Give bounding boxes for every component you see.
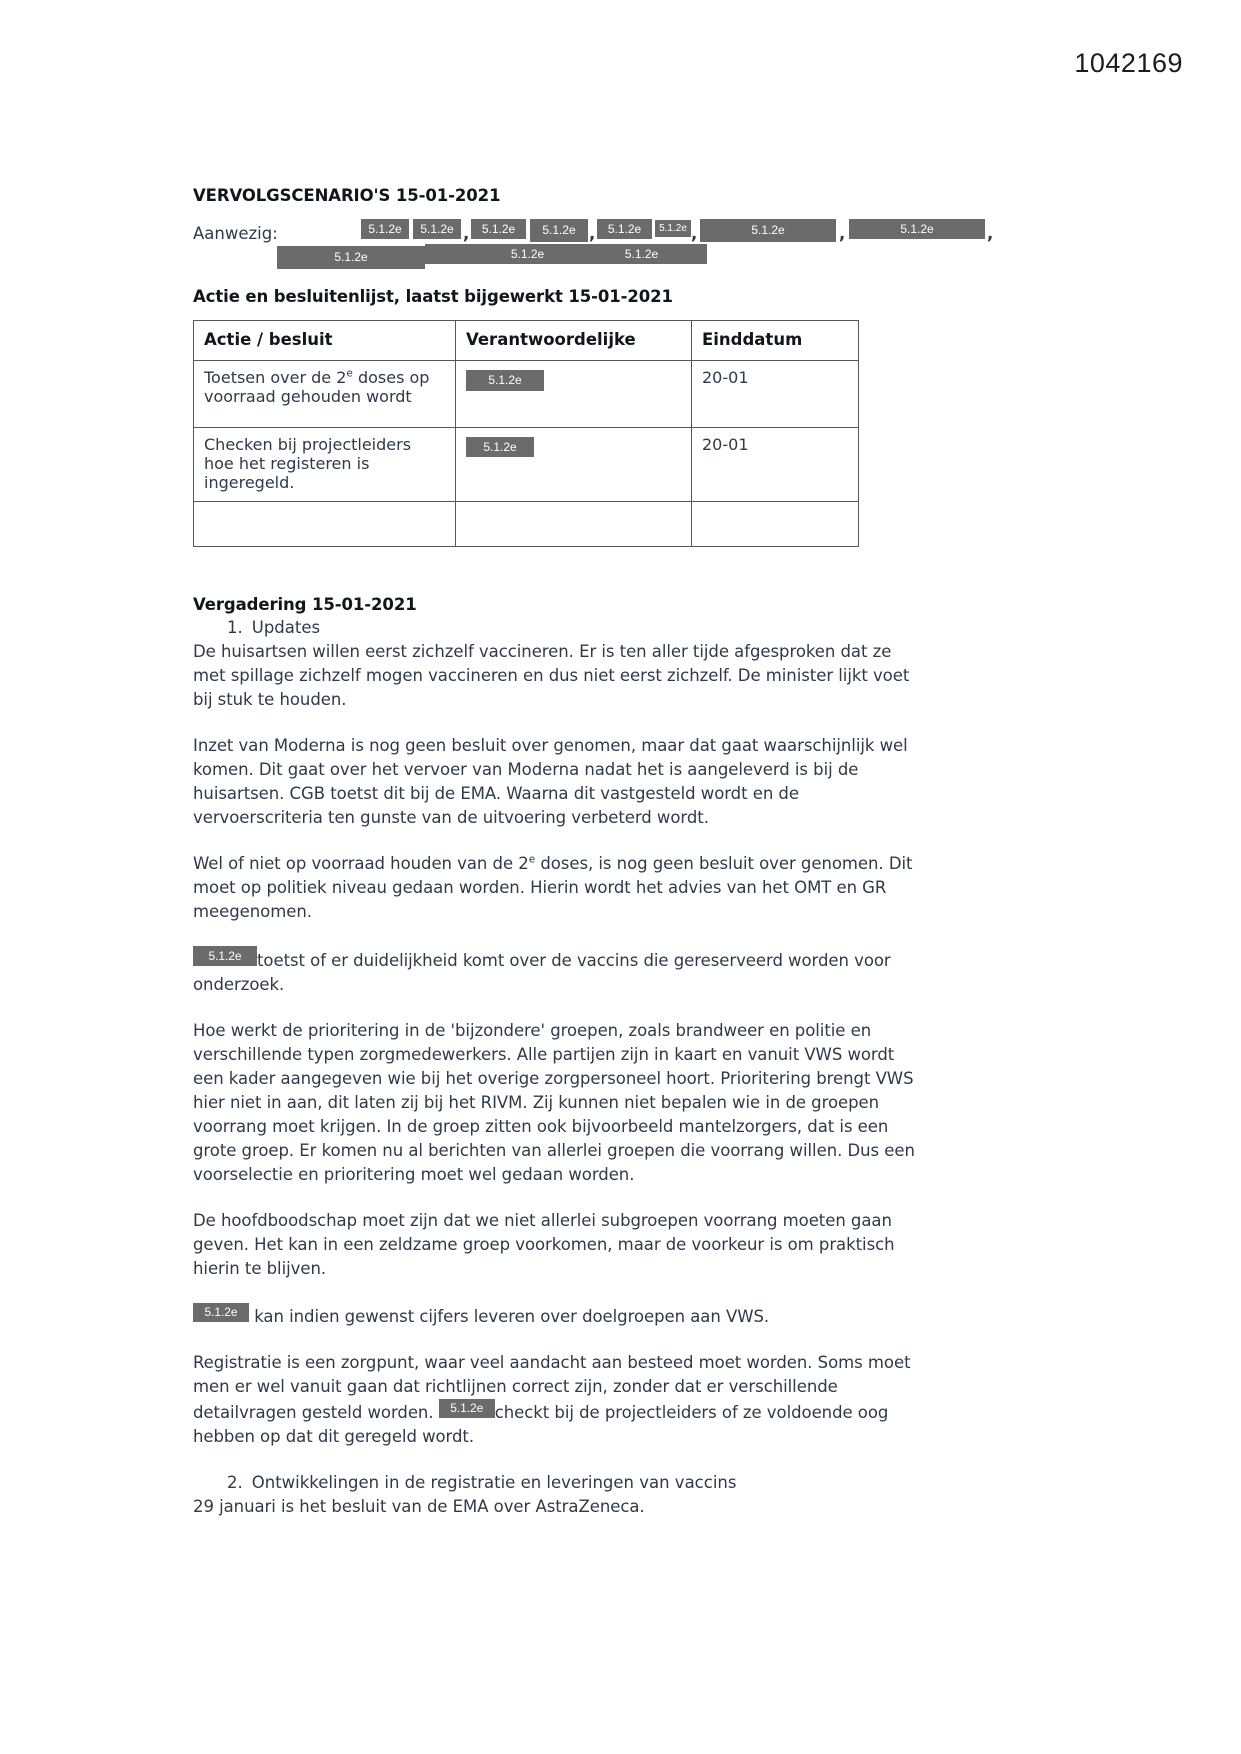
paragraph-7 bbox=[193, 1303, 919, 1329]
attendance-separator: , bbox=[987, 224, 994, 243]
redaction-box: 5.1.2e bbox=[193, 1303, 249, 1322]
agenda-item-2-number: 2. bbox=[227, 1473, 243, 1492]
paragraph-8-part2: checkt bij de projectleiders of ze voldoende oog hebben op dat dit geregeld wordt. bbox=[193, 1403, 889, 1446]
cell-verantwoordelijke bbox=[456, 502, 692, 547]
paragraph-8 bbox=[193, 1351, 919, 1449]
redaction-box: 5.1.2e bbox=[466, 437, 534, 457]
redaction-box: 5.1.2e bbox=[361, 219, 409, 239]
column-header-einddatum: Einddatum bbox=[692, 321, 859, 361]
attendance-line bbox=[193, 219, 994, 275]
paragraph-7-text: kan indien gewenst cijfers leveren over doelgroepen aan VWS. bbox=[254, 1307, 770, 1326]
redaction-box: 5.1.2e bbox=[576, 244, 707, 264]
redaction-box: 5.1.2e bbox=[277, 246, 425, 269]
ordinal-suffix: e bbox=[346, 367, 353, 380]
redaction-box: 5.1.2e bbox=[530, 219, 588, 242]
table-row bbox=[194, 502, 859, 547]
document-number: 1042169 bbox=[1074, 48, 1183, 78]
cell-actie-text-pre: Toetsen over de 2 bbox=[204, 368, 347, 387]
paragraph-2: Inzet van Moderna is nog geen besluit over genomen, maar dat gaat waarschijnlijk wel komen. Dit gaat over het vervoer van Moderna nadat het is aangeleverd is bij de huisartsen. CGB toetst dit bij de EMA. Waarna dit vastgesteld wordt en de vervoerscriteria ten gunste van de uitvoering verbeterd wordt. bbox=[193, 736, 908, 827]
cell-einddatum: 20-01 bbox=[692, 428, 859, 502]
document-content bbox=[193, 186, 994, 1519]
attendance-separator: , bbox=[589, 224, 596, 243]
attendance-label: Aanwezig: bbox=[193, 224, 278, 243]
paragraph-9: 29 januari is het besluit van de EMA over AstraZeneca. bbox=[193, 1497, 645, 1516]
redaction-box: 5.1.2e bbox=[425, 244, 630, 264]
cell-einddatum bbox=[692, 502, 859, 547]
paragraph-6: De hoofdboodschap moet zijn dat we niet allerlei subgroepen voorrang moeten gaan geven. Het kan in een zeldzame groep voorkomen, maar de voorkeur is om praktisch hierin te blijven. bbox=[193, 1211, 895, 1278]
table-row bbox=[194, 361, 859, 428]
redaction-box: 5.1.2e bbox=[655, 220, 691, 237]
actielijst-heading: Actie en besluitenlijst, laatst bijgewerkt 15-01-2021 bbox=[193, 287, 673, 306]
paragraph-8-part1: Registratie is een zorgpunt, waar veel aandacht aan besteed moet worden. Soms moet men er wel vanuit gaan dat richtlijnen correct zijn, zonder dat er verschillende detailvragen gesteld worden. bbox=[193, 1353, 911, 1422]
paragraph-4 bbox=[193, 946, 919, 997]
redaction-box: 5.1.2e bbox=[466, 370, 544, 391]
cell-actie-text-pre: Checken bij projectleiders hoe het registeren is ingeregeld. bbox=[204, 435, 412, 492]
paragraph-1: De huisartsen willen eerst zichzelf vaccineren. Er is ten aller tijde afgesproken dat ze met spillage zichzelf mogen vaccineren en dus niet eerst zichzelf. De minister lijkt voet bij stuk te houden. bbox=[193, 642, 910, 709]
action-decision-table bbox=[193, 320, 859, 547]
paragraph-3-pre: Wel of niet op voorraad houden van de 2 bbox=[193, 854, 529, 873]
cell-actie-text-post: doses op voorraad gehouden wordt bbox=[204, 368, 430, 406]
agenda-item-1 bbox=[227, 616, 919, 640]
table-body bbox=[194, 361, 859, 547]
redaction-box: 5.1.2e bbox=[439, 1399, 495, 1418]
column-header-actie: Actie / besluit bbox=[194, 321, 456, 361]
attendance-separator: , bbox=[691, 224, 698, 243]
vergadering-heading: Vergadering 15-01-2021 bbox=[193, 595, 417, 614]
redaction-box: 5.1.2e bbox=[597, 219, 652, 239]
page-title: VERVOLGSCENARIO'S 15-01-2021 bbox=[193, 186, 501, 205]
table-row bbox=[194, 428, 859, 502]
ordinal-suffix: e bbox=[528, 853, 536, 866]
paragraph-5: Hoe werkt de prioritering in de 'bijzondere' groepen, zoals brandweer en politie en verschillende typen zorgmedewerkers. Alle partijen zijn in kaart en vanuit VWS wordt een kader aangegeven wie bij het overige zorgpersoneel hoort. Prioritering brengt VWS hier niet in aan, dit laten zij bij het RIVM. Zij kunnen niet bepalen wie in de groepen voorrang moet krijgen. In de groep zitten ook bijvoorbeeld mantelzorgers, dat is een grote groep. Er komen nu al berichten van allerlei groepen die voorrang willen. Dus een voorselectie en prioritering moet wel gedaan worden. bbox=[193, 1021, 915, 1184]
cell-einddatum: 20-01 bbox=[692, 361, 859, 428]
cell-actie bbox=[194, 502, 456, 547]
redaction-box: 5.1.2e bbox=[471, 219, 526, 239]
cell-actie bbox=[194, 361, 456, 428]
table-header-row bbox=[194, 321, 859, 361]
cell-actie bbox=[194, 428, 456, 502]
redaction-box: 5.1.2e bbox=[413, 219, 461, 239]
agenda-item-2 bbox=[227, 1471, 919, 1495]
paragraph-3 bbox=[193, 852, 919, 924]
agenda-item-1-number: 1. bbox=[227, 618, 243, 637]
redaction-box: 5.1.2e bbox=[193, 946, 257, 966]
attendance-separator: , bbox=[463, 224, 470, 243]
paragraph-4-text: toetst of er duidelijkheid komt over de vaccins die gereserveerd worden voor onderzoek. bbox=[193, 951, 891, 994]
cell-verantwoordelijke bbox=[456, 361, 692, 428]
agenda-item-2-label: Ontwikkelingen in de registratie en leveringen van vaccins bbox=[251, 1473, 737, 1492]
redaction-box: 5.1.2e bbox=[849, 219, 985, 239]
agenda-item-1-label: Updates bbox=[251, 618, 321, 637]
cell-verantwoordelijke bbox=[456, 428, 692, 502]
attendance-separator: , bbox=[839, 224, 846, 243]
redaction-box: 5.1.2e bbox=[700, 219, 836, 242]
column-header-verantwoordelijke: Verantwoordelijke bbox=[456, 321, 692, 361]
paragraph-3-post: doses, is nog geen besluit over genomen. Dit moet op politiek niveau gedaan worden. Hierin wordt het advies van het OMT en GR meegenomen. bbox=[193, 854, 913, 921]
